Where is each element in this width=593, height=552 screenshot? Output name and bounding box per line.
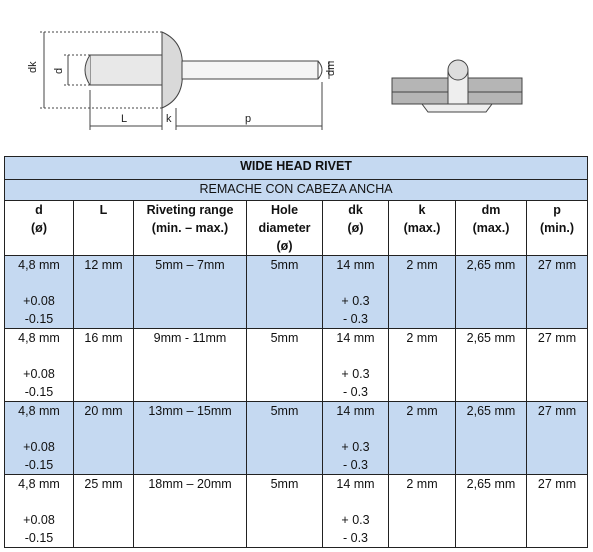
dim-label-dm: dm xyxy=(325,60,337,76)
table-title: WIDE HEAD RIVET xyxy=(5,157,588,180)
cell-p: 27 mm xyxy=(527,475,588,548)
dim-label-p: p xyxy=(245,113,252,125)
cell-hole-diameter: 5mm xyxy=(247,402,323,475)
dim-label-L: L xyxy=(121,113,128,125)
table-row xyxy=(5,329,588,402)
cell-d: 4,8 mm +0.08 -0.15 xyxy=(5,475,74,548)
cell-hole-diameter: 5mm xyxy=(247,256,323,329)
cell-p: 27 mm xyxy=(527,256,588,329)
rivet-shank xyxy=(90,55,162,85)
cell-k: 2 mm xyxy=(389,256,456,329)
cell-hole-diameter: 5mm xyxy=(247,329,323,402)
cell-dm: 2,65 mm xyxy=(456,256,527,329)
cell-L: 16 mm xyxy=(74,329,134,402)
rivet-mandrel xyxy=(182,61,318,79)
col-header-hole-diameter: Hole diameter (ø) xyxy=(247,201,323,256)
cell-L: 12 mm xyxy=(74,256,134,329)
cell-riveting-range: 18mm – 20mm xyxy=(134,475,247,548)
dim-label-dk: dk xyxy=(27,61,39,73)
cell-hole-diameter: 5mm xyxy=(247,475,323,548)
col-header-dk: dk (ø) xyxy=(323,201,389,256)
cell-p: 27 mm xyxy=(527,329,588,402)
table-subtitle: REMACHE CON CABEZA ANCHA xyxy=(5,180,588,201)
cell-dk: 14 mm + 0.3 - 0.3 xyxy=(323,475,389,548)
cell-d: 4,8 mm +0.08 -0.15 xyxy=(5,402,74,475)
cell-dm: 2,65 mm xyxy=(456,402,527,475)
cell-d: 4,8 mm +0.08 -0.15 xyxy=(5,329,74,402)
col-header-L: L xyxy=(74,201,134,256)
dim-label-d: d xyxy=(53,67,65,74)
rivet-technical-drawing xyxy=(0,0,593,150)
table-row xyxy=(5,256,588,329)
cell-L: 20 mm xyxy=(74,402,134,475)
col-header-d: d (ø) xyxy=(5,201,74,256)
header-row xyxy=(5,201,588,256)
cell-riveting-range: 9mm - 11mm xyxy=(134,329,247,402)
cell-dk: 14 mm + 0.3 - 0.3 xyxy=(323,402,389,475)
rivet-head xyxy=(162,32,182,108)
cell-p: 27 mm xyxy=(527,402,588,475)
dim-label-k: k xyxy=(166,113,172,125)
cell-d: 4,8 mm +0.08 -0.15 xyxy=(5,256,74,329)
cell-dm: 2,65 mm xyxy=(456,475,527,548)
table-row xyxy=(5,475,588,548)
spec-table xyxy=(4,156,588,548)
cell-k: 2 mm xyxy=(389,329,456,402)
col-header-dm: dm (max.) xyxy=(456,201,527,256)
cell-riveting-range: 5mm – 7mm xyxy=(134,256,247,329)
cell-dk: 14 mm + 0.3 - 0.3 xyxy=(323,256,389,329)
cell-dk: 14 mm + 0.3 - 0.3 xyxy=(323,329,389,402)
cell-riveting-range: 13mm – 15mm xyxy=(134,402,247,475)
col-header-riveting-range: Riveting range (min. – max.) xyxy=(134,201,247,256)
cell-k: 2 mm xyxy=(389,475,456,548)
table-row xyxy=(5,402,588,475)
col-header-k: k (max.) xyxy=(389,201,456,256)
col-header-p: p (min.) xyxy=(527,201,588,256)
cell-dm: 2,65 mm xyxy=(456,329,527,402)
cell-k: 2 mm xyxy=(389,402,456,475)
cell-L: 25 mm xyxy=(74,475,134,548)
